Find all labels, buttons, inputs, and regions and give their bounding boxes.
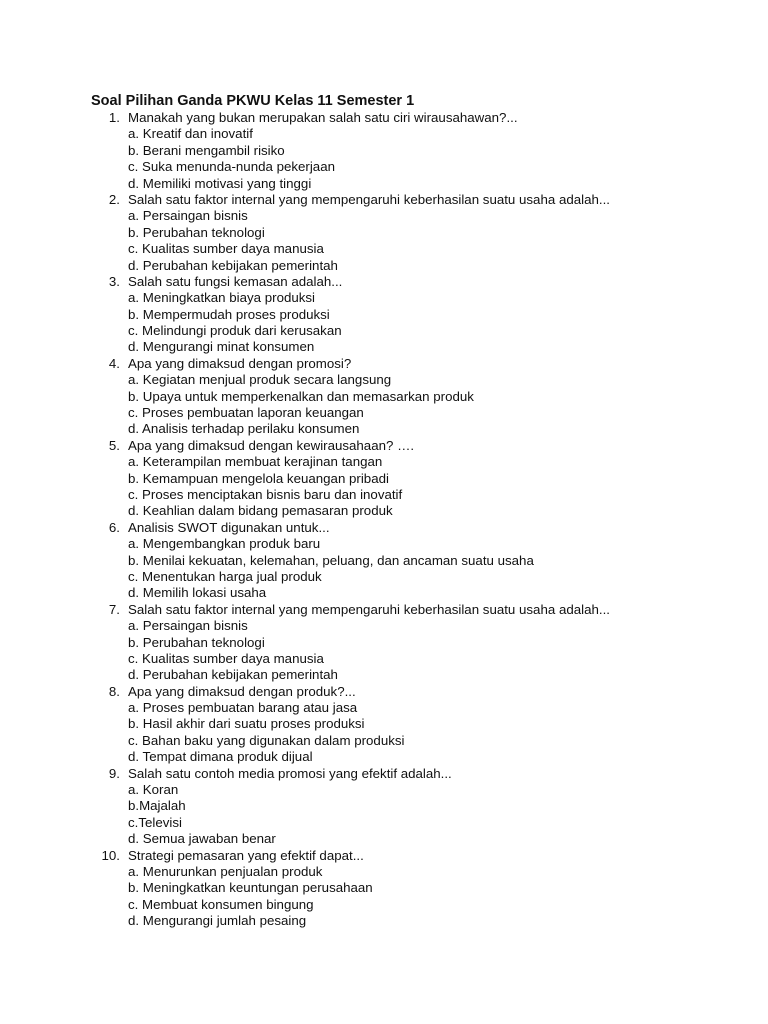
answer-option: b. Hasil akhir dari suatu proses produksi <box>128 716 365 732</box>
answer-option: a. Persaingan bisnis <box>128 208 248 224</box>
answer-option: b. Perubahan teknologi <box>128 224 265 240</box>
question-item <box>0 766 768 848</box>
answer-option: c. Membuat konsumen bingung <box>128 896 314 912</box>
question-item <box>0 110 768 192</box>
answer-option: d. Perubahan kebijakan pemerintah <box>128 257 338 273</box>
question-list <box>0 110 768 930</box>
question-line <box>0 192 768 208</box>
question-line <box>0 684 768 700</box>
answer-option: b. Kemampuan mengelola keuangan pribadi <box>128 470 389 486</box>
answer-option: a. Persaingan bisnis <box>128 618 248 634</box>
question-text: Salah satu contoh media promosi yang efektif adalah... <box>128 765 452 781</box>
answer-option: d. Memiliki motivasi yang tinggi <box>128 175 312 191</box>
option-list <box>0 864 768 930</box>
answer-option: d. Tempat dimana produk dijual <box>128 749 313 765</box>
question-item <box>0 520 768 602</box>
question-item <box>0 192 768 274</box>
question-text: Apa yang dimaksud dengan kewirausahaan? …. <box>128 437 415 453</box>
question-text: Apa yang dimaksud dengan promosi? <box>128 355 352 371</box>
answer-option: b. Berani mengambil risiko <box>128 142 285 158</box>
answer-option: d. Memilih lokasi usaha <box>128 585 267 601</box>
question-text: Strategi pemasaran yang efektif dapat... <box>128 847 364 863</box>
answer-option: d. Mengurangi jumlah pesaing <box>128 913 307 929</box>
answer-option: d. Keahlian dalam bidang pemasaran produk <box>128 503 393 519</box>
answer-option: a. Keterampilan membuat kerajinan tangan <box>128 454 383 470</box>
question-item <box>0 602 768 684</box>
answer-option: b. Perubahan teknologi <box>128 634 265 650</box>
option-list <box>0 208 768 274</box>
answer-option: c. Melindungi produk dari kerusakan <box>128 323 342 339</box>
question-line <box>0 766 768 782</box>
answer-option: c. Kualitas sumber daya manusia <box>128 241 324 257</box>
answer-option: c. Proses pembuatan laporan keuangan <box>128 405 364 421</box>
answer-option: c. Proses menciptakan bisnis baru dan inovatif <box>128 486 403 502</box>
answer-option: a. Proses pembuatan barang atau jasa <box>128 700 358 716</box>
question-item <box>0 848 768 930</box>
answer-option: d. Analisis terhadap perilaku konsumen <box>128 421 360 437</box>
question-text: Manakah yang bukan merupakan salah satu ciri wirausahawan?... <box>128 110 518 125</box>
answer-option: a. Koran <box>128 782 179 798</box>
answer-option: d. Mengurangi minat konsumen <box>128 339 315 355</box>
question-item <box>0 684 768 766</box>
question-number: 10. <box>101 847 120 863</box>
option-list <box>0 126 768 192</box>
answer-option: c.Televisi <box>128 814 182 830</box>
question-text: Salah satu faktor internal yang mempengaruhi keberhasilan suatu usaha adalah... <box>128 191 610 207</box>
question-number: 6. <box>108 519 120 535</box>
question-line <box>0 356 768 372</box>
answer-option: c. Kualitas sumber daya manusia <box>128 650 324 666</box>
answer-option: a. Kreatif dan inovatif <box>128 126 253 142</box>
question-number: 3. <box>108 273 120 289</box>
answer-option: c. Suka menunda-nunda pekerjaan <box>128 159 335 175</box>
question-number: 4. <box>108 355 120 371</box>
answer-option: b. Upaya untuk memperkenalkan dan memasarkan produk <box>128 388 474 404</box>
answer-option: a. Mengembangkan produk baru <box>128 536 321 552</box>
option-list <box>0 782 768 848</box>
option-list <box>0 700 768 766</box>
answer-option: b. Meningkatkan keuntungan perusahaan <box>128 880 373 896</box>
answer-option: b. Menilai kekuatan, kelemahan, peluang, dan ancaman suatu usaha <box>128 552 534 568</box>
question-number: 9. <box>108 765 120 781</box>
question-number: 8. <box>108 683 120 699</box>
answer-option: b.Majalah <box>128 798 186 814</box>
question-line <box>0 274 768 290</box>
question-line <box>0 602 768 618</box>
option-list <box>0 536 768 602</box>
question-item <box>0 274 768 356</box>
answer-option: a. Meningkatkan biaya produksi <box>128 290 316 306</box>
option-list <box>0 290 768 356</box>
question-number: 1. <box>108 110 120 125</box>
question-text: Apa yang dimaksud dengan produk?... <box>128 683 356 699</box>
option-list <box>0 372 768 438</box>
question-line <box>0 110 768 126</box>
question-line <box>0 520 768 536</box>
answer-option: c. Menentukan harga jual produk <box>128 568 322 584</box>
question-line <box>0 848 768 864</box>
question-item <box>0 356 768 438</box>
question-number: 2. <box>108 191 120 207</box>
question-line <box>0 438 768 454</box>
document-title: Soal Pilihan Ganda PKWU Kelas 11 Semester 1 <box>91 93 415 109</box>
question-number: 7. <box>108 601 120 617</box>
question-text: Salah satu faktor internal yang mempengaruhi keberhasilan suatu usaha adalah... <box>128 601 610 617</box>
answer-option: d. Perubahan kebijakan pemerintah <box>128 667 338 683</box>
option-list <box>0 454 768 520</box>
answer-option: a. Kegiatan menjual produk secara langsung <box>128 372 392 388</box>
answer-option: c. Bahan baku yang digunakan dalam produksi <box>128 732 405 748</box>
question-text: Analisis SWOT digunakan untuk... <box>128 519 330 535</box>
answer-option: b. Mempermudah proses produksi <box>128 306 330 322</box>
option-list <box>0 618 768 684</box>
answer-option: a. Menurunkan penjualan produk <box>128 863 323 879</box>
answer-option: d. Semua jawaban benar <box>128 831 276 847</box>
question-number: 5. <box>108 437 120 453</box>
question-item <box>0 438 768 520</box>
question-text: Salah satu fungsi kemasan adalah... <box>128 273 343 289</box>
